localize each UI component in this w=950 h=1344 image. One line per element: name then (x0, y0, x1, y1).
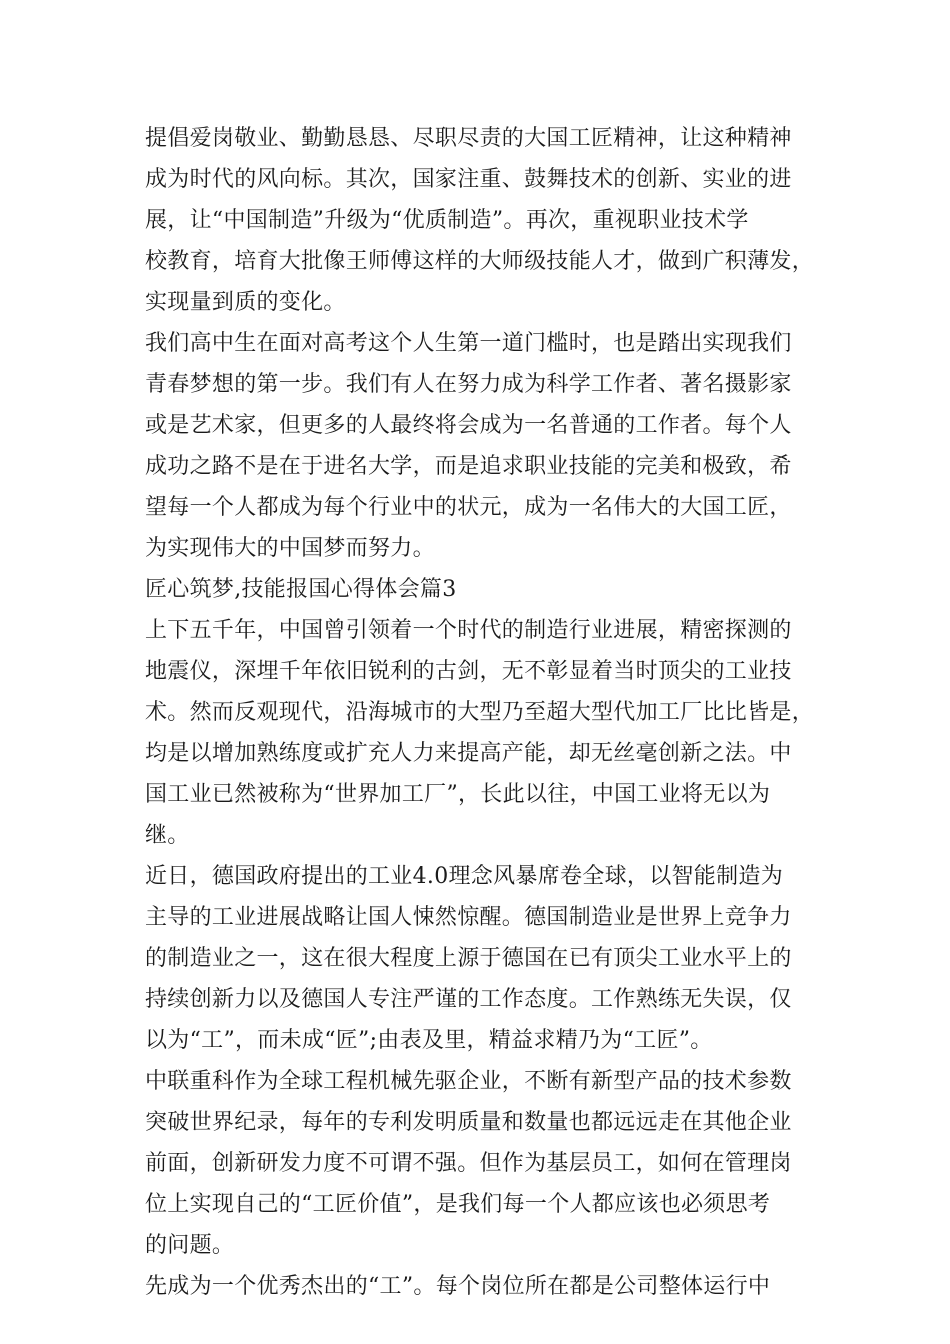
text-line: 实现量到质的变化。 (145, 290, 346, 315)
document-body (145, 118, 815, 1307)
text-line: 展，让“中国制造”升级为“优质制造”。再次，重视职业技术学 (145, 208, 749, 233)
text-line: 继。 (145, 823, 190, 848)
text-line: 我们高中生在面对高考这个人生第一道门槛时，也是踏出实现我们 (145, 331, 792, 356)
text-line: 持续创新力以及德国人专注严谨的工作态度。工作熟练无失误，仅 (145, 987, 792, 1012)
text-line: 的问题。 (145, 1233, 235, 1258)
text-line: 突破世界纪录，每年的专利发明质量和数量也都远远走在其他企业 (145, 1110, 792, 1135)
text-line: 主导的工业进展战略让国人悚然惊醒。德国制造业是世界上竞争力 (145, 905, 792, 930)
text-line: 前面，创新研发力度不可谓不强。但作为基层员工，如何在管理岗 (145, 1151, 792, 1176)
text-line: 地震仪，深埋千年依旧锐利的古剑，无不彰显着当时顶尖的工业技 (145, 659, 792, 684)
text-line: 先成为一个优秀杰出的“工”。每个岗位所在都是公司整体运行中 (145, 1274, 771, 1299)
text-line: 上下五千年，中国曾引领着一个时代的制造行业进展，精密探测的 (145, 618, 792, 643)
text-line: 提倡爱岗敬业、勤勤恳恳、尽职尽责的大国工匠精神，让这种精神 (145, 126, 792, 151)
text-line: 国工业已然被称为“世界加工厂”，长此以往，中国工业将无以为 (145, 782, 771, 807)
text-line: 或是艺术家，但更多的人最终将会成为一名普通的工作者。每个人 (145, 413, 792, 438)
text-line: 望每一个人都成为每个行业中的状元，成为一名伟大的大国工匠， (145, 495, 792, 520)
text-line: 成为时代的风向标。其次，国家注重、鼓舞技术的创新、实业的进 (145, 167, 792, 192)
text-line: 校教育，培育大批像王师傅这样的大师级技能人才，做到广积薄发， (145, 249, 815, 274)
text-line: 位上实现自己的“工匠价值”，是我们每一个人都应该也必须思考 (145, 1192, 771, 1217)
text-line: 术。然而反观现代，沿海城市的大型乃至超大型代加工厂比比皆是， (145, 700, 815, 725)
text-line: 中联重科作为全球工程机械先驱企业，不断有新型产品的技术参数 (145, 1069, 792, 1094)
text-line: 青春梦想的第一步。我们有人在努力成为科学工作者、著名摄影家 (145, 372, 792, 397)
text-line: 以为“工”，而未成“匠”;由表及里，精益求精乃为“工匠”。 (145, 1028, 713, 1053)
text-line: 为实现伟大的中国梦而努力。 (145, 536, 435, 561)
text-line: 的制造业之一，这在很大程度上源于德国在已有顶尖工业水平上的 (145, 946, 792, 971)
text-line: 近日，德国政府提出的工业4.0理念风暴席卷全球，以智能制造为 (145, 864, 783, 889)
text-line: 均是以增加熟练度或扩充人力来提高产能，却无丝毫创新之法。中 (145, 741, 792, 766)
section-heading: 匠心筑梦,技能报国心得体会篇3 (145, 577, 457, 602)
text-line: 成功之路不是在于进名大学，而是追求职业技能的完美和极致，希 (145, 454, 792, 479)
